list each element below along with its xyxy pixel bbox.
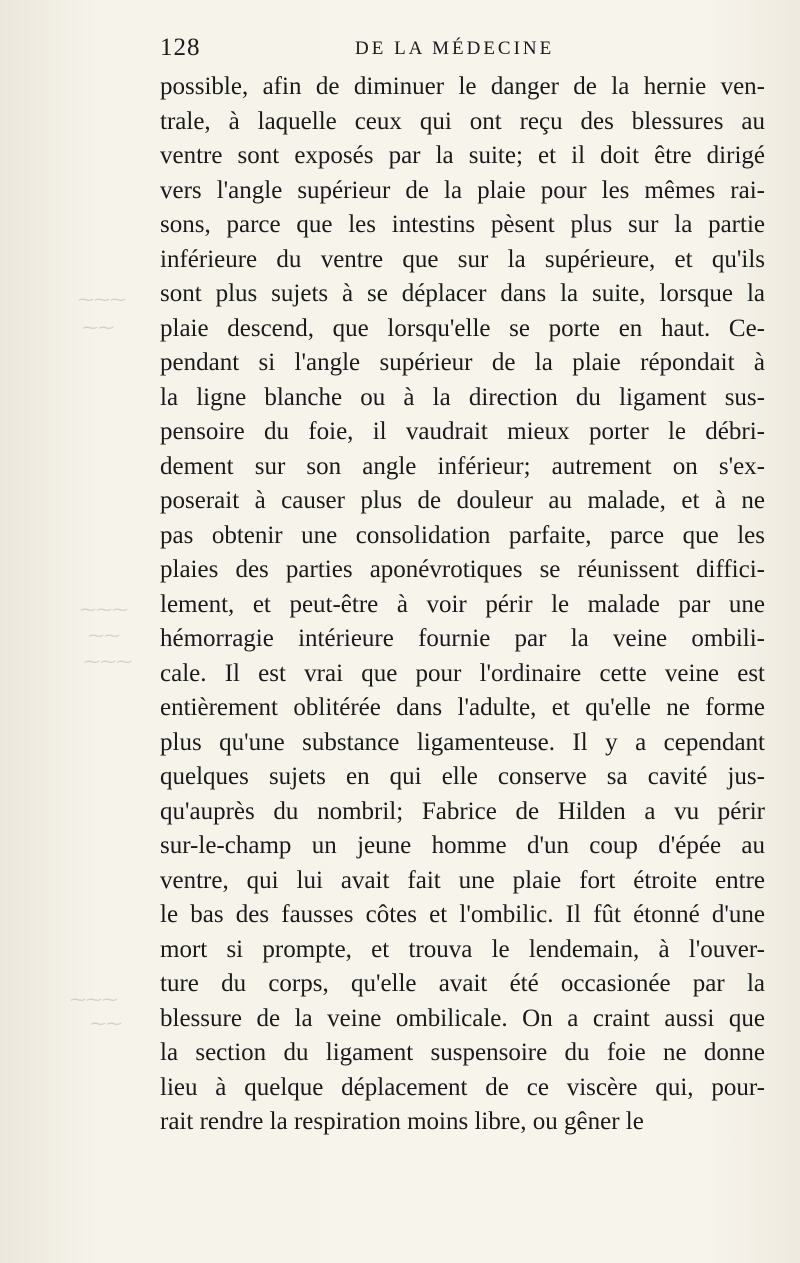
text-line: vers l'angle supérieur de la plaie pour les mêmes rai- <box>160 176 765 204</box>
text-line: pas obtenir une consolidation parfaite, parce que les <box>160 521 765 549</box>
text-line: lieu à quelque déplacement de ce viscère qui, pour- <box>160 1073 765 1101</box>
body-text <box>160 70 765 1140</box>
bleed-mark: ⁓⁓⁓ <box>80 602 128 619</box>
text-line: rait rendre la respiration moins libre, ou gêner le <box>160 1108 644 1135</box>
text-line: ventre sont exposés par la suite; et il doit être dirigé <box>160 142 765 169</box>
page-header <box>160 34 770 64</box>
bleed-mark: ⁓⁓⁓ <box>70 992 118 1009</box>
text-line: quelques sujets en qui elle conserve sa cavité jus- <box>160 763 765 790</box>
text-line: qu'auprès du nombril; Fabrice de Hilden a vu périr <box>160 797 765 825</box>
text-line: plaies des parties aponévrotiques se réunissent diffici- <box>160 556 765 583</box>
text-line: hémorragie intérieure fournie par la veine ombili- <box>160 625 765 652</box>
text-line: la section du ligament suspensoire du foie ne donne <box>160 1039 765 1066</box>
bleed-mark: ⁓⁓ <box>82 320 114 337</box>
text-line: le bas des fausses côtes et l'ombilic. Il fût étonné d'une <box>160 901 765 928</box>
bleed-mark: ⁓⁓ <box>90 1016 122 1033</box>
text-line: lement, et peut-être à voir périr le malade par une <box>160 590 765 618</box>
text-line: dement sur son angle inférieur; autrement on s'ex- <box>160 452 765 480</box>
text-line: sont plus sujets à se déplacer dans la suite, lorsque la <box>160 280 765 307</box>
text-line: plus qu'une substance ligamenteuse. Il y a cependant <box>160 728 765 756</box>
text-line: la ligne blanche ou à la direction du ligament sus- <box>160 383 765 411</box>
text-line: blessure de la veine ombilicale. On a craint aussi que <box>160 1004 765 1032</box>
text-line: sons, parce que les intestins pèsent plus sur la partie <box>160 211 765 238</box>
text-line: pendant si l'angle supérieur de la plaie répondait à <box>160 349 765 376</box>
text-line: entièrement oblitérée dans l'adulte, et qu'elle ne forme <box>160 694 765 721</box>
bleed-mark: ⁓⁓⁓ <box>78 292 126 309</box>
bleed-mark: ⁓⁓⁓ <box>84 654 132 671</box>
text-line: plaie descend, que lorsqu'elle se porte en haut. Ce- <box>160 314 765 342</box>
text-line: cale. Il est vrai que pour l'ordinaire cette veine est <box>160 659 765 687</box>
page-number: 128 <box>160 34 201 61</box>
text-line: ture du corps, qu'elle avait été occasionée par la <box>160 970 765 997</box>
text-line: ventre, qui lui avait fait une plaie fort étroite entre <box>160 866 765 894</box>
text-line: sur-le-champ un jeune homme d'un coup d'épée au <box>160 832 765 859</box>
text-line: pensoire du foie, il vaudrait mieux porter le débri- <box>160 418 765 445</box>
text-line: possible, afin de diminuer le danger de la hernie ven- <box>160 73 765 100</box>
text-line: inférieure du ventre que sur la supérieure, et qu'ils <box>160 245 765 273</box>
bleed-mark: ⁓⁓ <box>88 628 120 645</box>
text-line: trale, à laquelle ceux qui ont reçu des blessures au <box>160 107 765 135</box>
text-line: mort si prompte, et trouva le lendemain, à l'ouver- <box>160 935 765 963</box>
show-through-margin <box>0 0 150 1263</box>
running-head: DE LA MÉDECINE <box>355 38 555 59</box>
text-line: poserait à causer plus de douleur au malade, et à ne <box>160 487 765 514</box>
